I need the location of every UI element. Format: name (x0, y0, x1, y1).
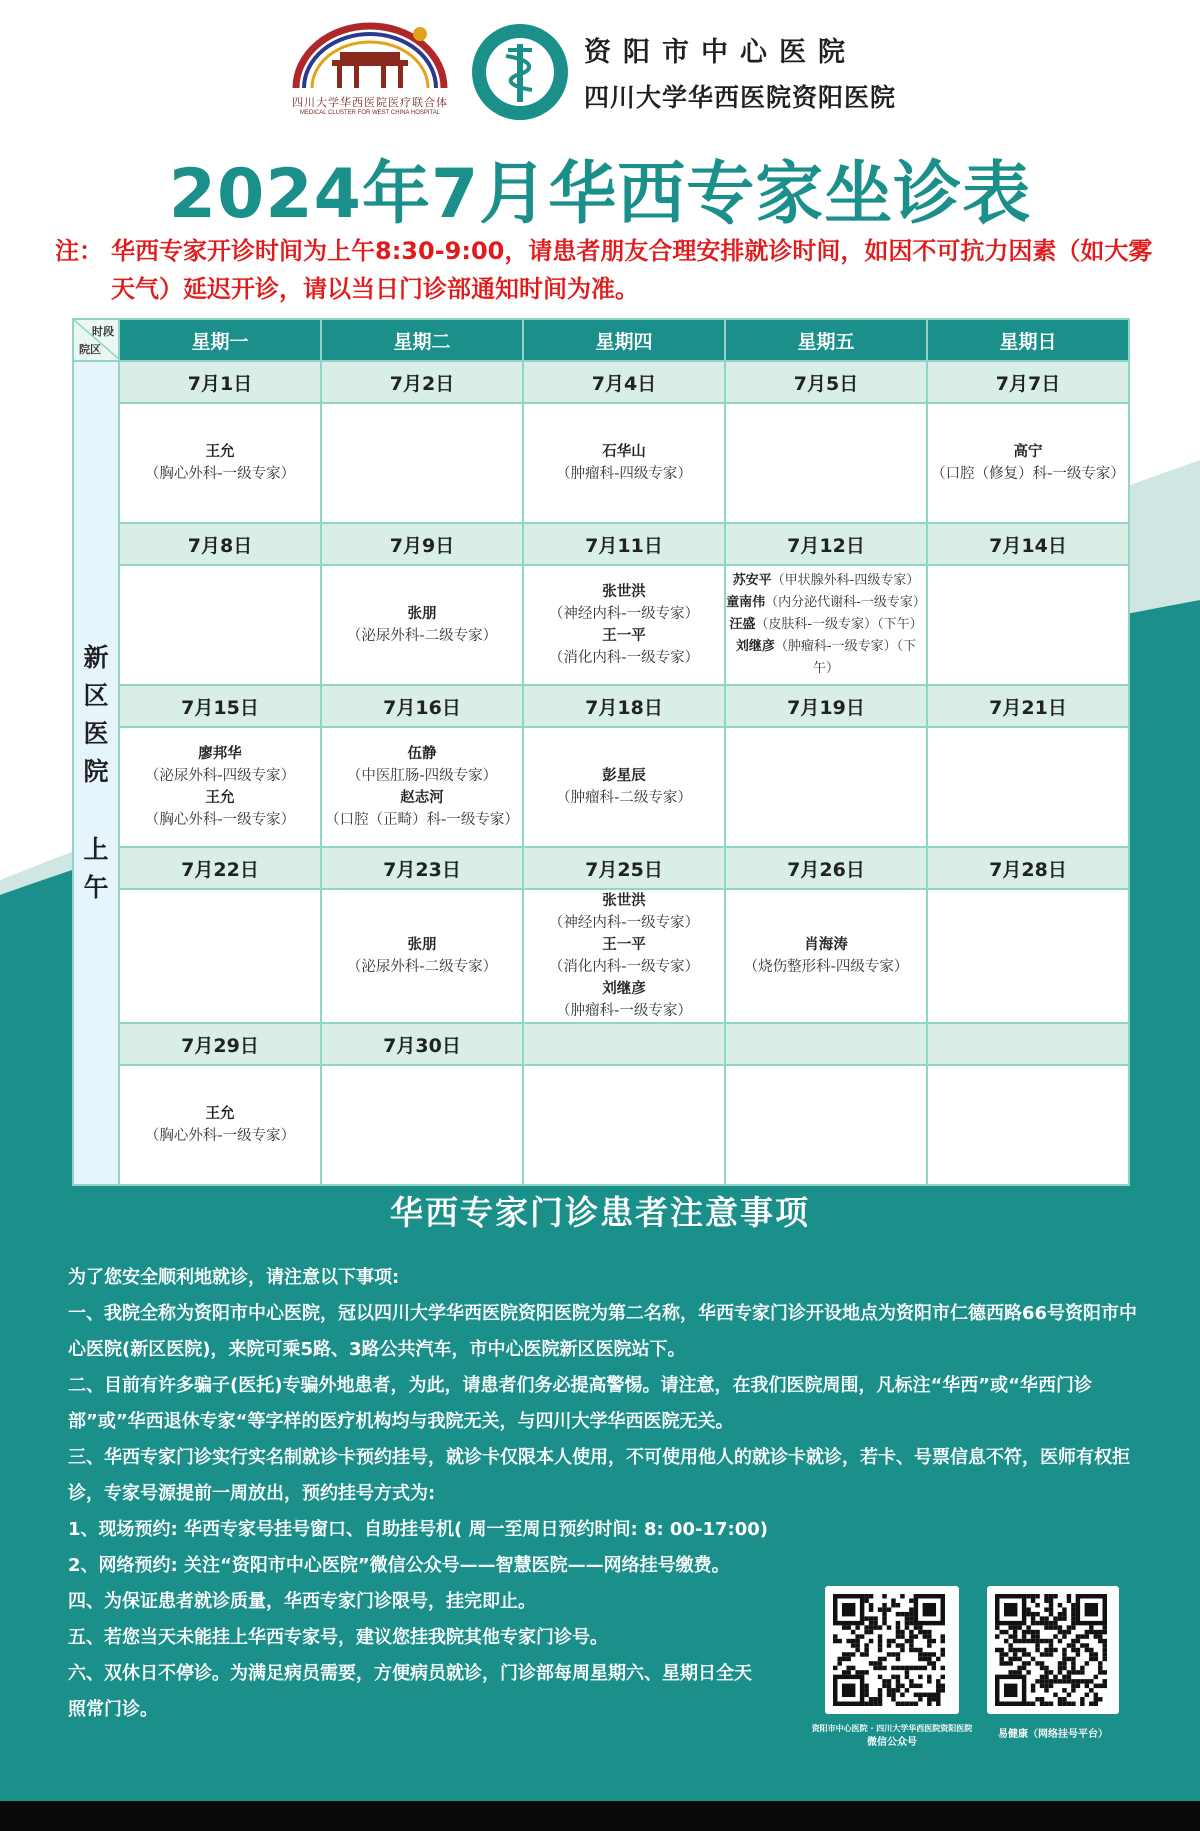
doctor-cell (119, 727, 321, 847)
doctor-name: 汪盛 (729, 617, 756, 632)
doctor-name: 彭星辰 (602, 768, 646, 784)
doctor-cell (927, 1065, 1129, 1185)
notes-intro: 为了您安全顺利地就诊，请注意以下事项: (68, 1267, 400, 1288)
doctor-entry (726, 570, 926, 592)
doctor-name: 王一平 (602, 628, 646, 644)
doctor-name: 王允 (205, 1106, 235, 1122)
notice (55, 232, 1155, 308)
notes-item: 五、若您当天未能挂上华西专家号，建议您挂我院其他专家门诊号。 (68, 1627, 608, 1648)
doctor-dept: （内分泌代谢科-一级专家） (765, 595, 926, 610)
doctor-dept: （肿瘤科-一级专家）（下午） (774, 639, 917, 676)
day-header-row (73, 319, 1129, 361)
day-header: 星期二 (321, 319, 523, 361)
corner-period-label: 时段 (92, 325, 114, 338)
notice-label: 注： (55, 237, 103, 265)
doctor-cell (725, 727, 927, 847)
doctor-cell (523, 1065, 725, 1185)
date-cell: 7月19日 (725, 685, 927, 727)
corner-cell (73, 319, 119, 361)
doctor-dept: （神经内科-一级专家） (548, 606, 700, 622)
doctor-row (73, 727, 1129, 847)
doctor-cell (725, 889, 927, 1023)
doctor-name: 王允 (205, 790, 235, 806)
registration-qr-caption: 易健康（网络挂号平台） (998, 1729, 1108, 1740)
day-header: 星期一 (119, 319, 321, 361)
caduceus-icon (470, 22, 570, 122)
day-header: 星期四 (523, 319, 725, 361)
page-title: 2024年7月华西专家坐诊表 (168, 155, 1032, 234)
corner-campus-label: 院区 (79, 343, 101, 356)
notes-item: 一、我院全称为资阳市中心医院，冠以四川大学华西医院资阳医院为第二名称，华西专家门诊开设地点为资阳市仁德西路66号资阳市中心医院(新区医院)，来院可乘5路、3路公共汽车，市中心医院新区医院站下。 (68, 1303, 1138, 1360)
doctor-name: 张世洪 (602, 893, 646, 909)
wechat-qr-code (825, 1586, 959, 1714)
doctor-cell (321, 889, 523, 1023)
doctor-cell (725, 1065, 927, 1185)
doctor-dept: （口腔（正畸）科-一级专家） (325, 812, 519, 828)
date-cell: 7月29日 (119, 1023, 321, 1065)
doctor-dept: （肿瘤科-四级专家） (556, 466, 692, 482)
doctor-dept: （胸心外科-一级专家） (144, 466, 296, 482)
doctor-name: 赵志河 (400, 790, 444, 806)
doctor-cell (321, 565, 523, 685)
doctor-dept: （泌尿外科-四级专家） (144, 768, 296, 784)
doctor-dept: （肿瘤科-二级专家） (556, 790, 692, 806)
doctor-dept: （泌尿外科-二级专家） (346, 628, 498, 644)
doctor-row (73, 565, 1129, 685)
schedule-table (72, 318, 1130, 1186)
notes-item: 三、华西专家门诊实行实名制就诊卡预约挂号，就诊卡仅限本人使用，不可使用他人的就诊卡就诊，若卡、号票信息不符，医师有权拒诊，专家号源提前一周放出，预约挂号方式为: (68, 1447, 1130, 1504)
day-header: 星期五 (725, 319, 927, 361)
doctor-name: 张朋 (407, 937, 437, 953)
doctor-name: 刘继彦 (735, 639, 775, 654)
date-cell (523, 1023, 725, 1065)
notes-body (68, 1260, 1140, 1728)
date-cell: 7月28日 (927, 847, 1129, 889)
doctor-name: 苏安平 (732, 573, 772, 588)
date-cell: 7月23日 (321, 847, 523, 889)
date-row (73, 361, 1129, 403)
logo-left-subtext: MEDICAL CLUSTER FOR WEST CHINA HOSPITAL (299, 110, 441, 116)
doctor-cell (321, 727, 523, 847)
date-row (73, 685, 1129, 727)
date-cell: 7月4日 (523, 361, 725, 403)
date-cell (725, 1023, 927, 1065)
doctor-cell (523, 403, 725, 523)
qr-code-icon (987, 1586, 1119, 1714)
doctor-name: 王一平 (602, 937, 646, 953)
notes-item: 2、网络预约: 关注“资阳市中心医院”微信公众号——智慧医院——网络挂号缴费。 (68, 1555, 730, 1576)
doctor-cell (927, 889, 1129, 1023)
date-cell: 7月21日 (927, 685, 1129, 727)
hospital-alias: 四川大学华西医院资阳医院 (584, 83, 897, 112)
notes-item: 二、目前有许多骗子(医托)专骗外地患者，为此，请患者们务必提高警惕。请注意，在我们医院周围，凡标注“华西”或“华西门诊部”或”华西退休专家“等字样的医疗机构均与我院无关，与四川大学华西医院无关。 (68, 1375, 1092, 1432)
doctor-cell (523, 727, 725, 847)
date-cell: 7月26日 (725, 847, 927, 889)
notes-item: 四、为保证患者就诊质量，华西专家门诊限号，挂完即止。 (68, 1591, 536, 1612)
date-cell: 7月9日 (321, 523, 523, 565)
date-row (73, 1023, 1129, 1065)
date-cell: 7月2日 (321, 361, 523, 403)
doctor-cell (927, 565, 1129, 685)
side-label (73, 361, 119, 1185)
doctor-cell (927, 403, 1129, 523)
hospital-name: 资阳市中心医院 (584, 37, 857, 68)
date-cell: 7月14日 (927, 523, 1129, 565)
date-cell: 7月11日 (523, 523, 725, 565)
doctor-cell (321, 1065, 523, 1185)
doctor-name: 肖海涛 (804, 937, 848, 953)
side-period-label: 上午 (83, 835, 109, 902)
doctor-dept: （烧伤整形科-四级专家） (743, 959, 909, 975)
date-row (73, 523, 1129, 565)
doctor-name: 高宁 (1013, 444, 1043, 460)
doctor-dept: （神经内科-一级专家） (548, 915, 700, 931)
doctor-cell (725, 565, 927, 685)
doctor-name: 王允 (205, 444, 235, 460)
doctor-row (73, 403, 1129, 523)
doctor-name: 伍静 (407, 746, 437, 762)
doctor-cell (321, 403, 523, 523)
date-cell: 7月7日 (927, 361, 1129, 403)
doctor-name: 石华山 (602, 444, 646, 460)
date-cell: 7月22日 (119, 847, 321, 889)
date-cell: 7月18日 (523, 685, 725, 727)
date-cell: 7月5日 (725, 361, 927, 403)
notice-text: 华西专家开诊时间为上午8:30-9:00，请患者朋友合理安排就诊时间，如因不可抗力因素（如大雾天气）延迟开诊，请以当日门诊部通知时间为准。 (111, 237, 1153, 303)
date-cell: 7月8日 (119, 523, 321, 565)
day-header: 星期日 (927, 319, 1129, 361)
logo-left-text: 四川大学华西医院医疗联合体 (292, 96, 448, 109)
doctor-dept: （中医肛肠-四级专家） (346, 768, 498, 784)
date-cell: 7月1日 (119, 361, 321, 403)
doctor-cell (523, 889, 725, 1023)
doctor-name: 张世洪 (602, 584, 646, 600)
doctor-cell (119, 565, 321, 685)
date-cell: 7月25日 (523, 847, 725, 889)
doctor-entry (726, 614, 926, 636)
west-china-cluster-logo (282, 22, 458, 122)
wechat-qr-caption-line2: 微信公众号 (867, 1737, 917, 1748)
date-cell: 7月15日 (119, 685, 321, 727)
doctor-name: 廖邦华 (198, 746, 242, 762)
doctor-cell (119, 403, 321, 523)
date-cell: 7月16日 (321, 685, 523, 727)
date-cell: 7月12日 (725, 523, 927, 565)
side-campus-label: 新区医院 (83, 643, 109, 786)
doctor-dept: （消化内科-一级专家） (548, 959, 700, 975)
doctor-dept: （胸心外科-一级专家） (144, 1128, 296, 1144)
date-row (73, 847, 1129, 889)
notes-item: 1、现场预约: 华西专家号挂号窗口、自助挂号机( 周一至周日预约时间: 8: 00-17:00) (68, 1519, 768, 1540)
doctor-dept: （肿瘤科-一级专家） (556, 1003, 692, 1019)
doctor-name: 张朋 (407, 606, 437, 622)
doctor-cell (119, 889, 321, 1023)
doctor-dept: （皮肤科-一级专家）（下午） (755, 617, 923, 632)
date-cell: 7月30日 (321, 1023, 523, 1065)
doctor-dept: （胸心外科-一级专家） (144, 812, 296, 828)
ziyang-hospital-logo (470, 22, 570, 122)
notes-item: 六、双休日不停诊。为满足病员需要，方便病员就诊，门诊部每周星期六、星期日全天照常门诊。 (68, 1663, 752, 1720)
doctor-dept: （口腔（修复）科-一级专家） (931, 466, 1125, 482)
qr-code-icon (825, 1586, 959, 1714)
doctor-entry (726, 592, 926, 614)
registration-qr-code (987, 1586, 1119, 1714)
wechat-qr-caption-line1: 资阳市中心医院 · 四川大学华西医院资阳医院 (811, 1724, 973, 1733)
doctor-cell (523, 565, 725, 685)
doctor-cell (119, 1065, 321, 1185)
doctor-dept: （泌尿外科-二级专家） (346, 959, 498, 975)
gate-arch-icon (282, 22, 458, 94)
notes-title: 华西专家门诊患者注意事项 (390, 1193, 810, 1232)
doctor-row (73, 889, 1129, 1023)
doctor-cell (927, 727, 1129, 847)
doctor-name: 童南伟 (726, 595, 766, 610)
doctor-entry (726, 636, 926, 680)
doctor-row (73, 1065, 1129, 1185)
date-cell (927, 1023, 1129, 1065)
doctor-dept: （甲状腺外科-四级专家） (771, 573, 920, 588)
doctor-dept: （消化内科-一级专家） (548, 650, 700, 666)
doctor-cell (725, 403, 927, 523)
doctor-name: 刘继彦 (602, 981, 646, 997)
